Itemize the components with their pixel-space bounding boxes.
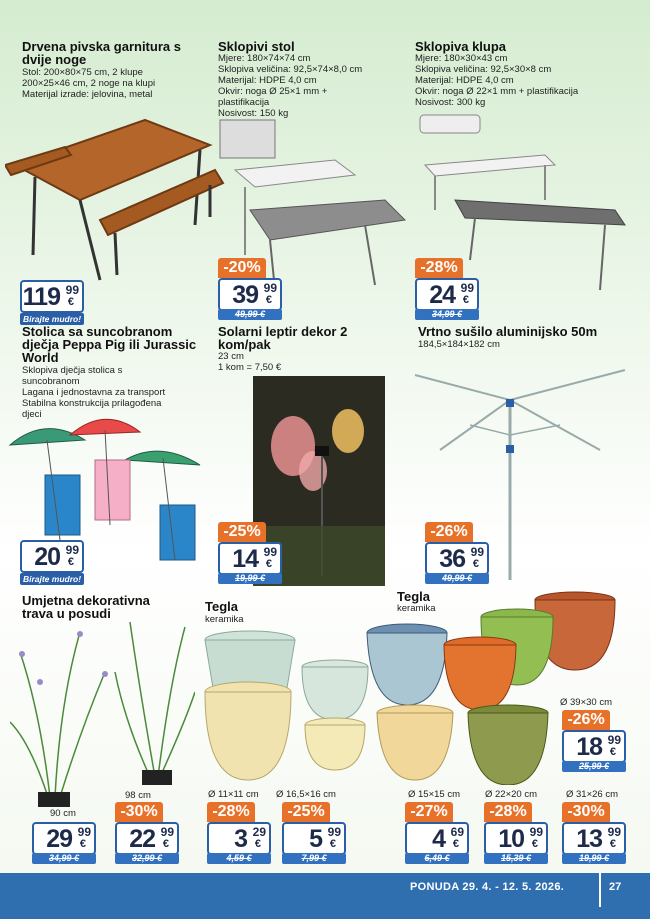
pot-price [207,822,271,855]
pot-price [405,822,469,855]
spec-line: 184,5×184×182 cm [418,339,500,350]
discount-tag: -26% [562,710,610,730]
kids-chair-title: Stolica sa suncobranom dječja Peppa Pig ili Jurassic World [22,324,197,365]
pots-left-image [200,630,375,785]
discount-tag: -27% [405,802,453,822]
spec-line: djeci [22,409,42,420]
price-cents: 99 [470,545,484,559]
price-integer: 5 [309,825,322,853]
page-number: 27 [609,881,622,893]
spec-line: plastifikacija [218,97,270,108]
spec-line: Materijal izrade: jelovina, metal [22,89,153,100]
pot-size: Ø 15×15 cm [408,789,461,800]
spec-line: Nosivost: 300 kg [415,97,486,108]
grass-image [10,612,195,807]
old-price: 15,39 € [484,853,548,864]
footer-divider [599,873,601,907]
pot-size: Ø 11×11 cm [208,789,259,800]
spec-line: Okvir: noga Ø 25×1 mm + [218,86,328,97]
old-price: 6,49 € [405,853,469,864]
price-integer: 4 [432,825,445,853]
spec-line: Materijal: HDPE 4,0 cm [218,75,317,86]
price-integer: 119 [22,283,60,311]
price-cents: 99 [77,825,91,839]
currency: € [472,558,479,570]
spec-line: Lagana i jednostavna za transport [22,387,166,398]
folding-table-price [218,278,282,311]
beer-set-specs [22,67,212,100]
discount-tag: -28% [484,802,532,822]
price-integer: 3 [234,825,247,853]
pot-price [562,730,626,763]
old-price: 49,99 € [425,573,489,584]
pots-right-subtitle: keramika [397,603,436,614]
currency: € [162,838,169,850]
spec-line: 1 kom = 7,50 € [218,362,282,373]
price-cents: 99 [607,825,621,839]
currency: € [67,556,74,568]
grass-title: Umjetna dekorativna trava u posudi [22,593,150,621]
discount-tag: -25% [282,802,330,822]
grass-price-a [32,822,96,855]
price-integer: 24 [429,281,455,309]
currency: € [265,294,272,306]
spec-line: Stabilna konstrukcija prilagođena [22,398,162,409]
spec-line: Mjere: 180×74×74 cm [218,53,311,64]
currency: € [254,838,261,850]
folding-bench-price [415,278,479,311]
old-price: 25,99 € [562,761,626,772]
spec-line: Materijal: HDPE 4,0 cm [415,75,514,86]
currency: € [609,838,616,850]
pot-price [484,822,548,855]
choose-wisely-badge: Birajte mudro! [20,573,84,585]
spec-line: 200×25×46 cm, 2 noge na klupi [22,78,156,89]
price-integer: 10 [498,825,524,853]
discount-tag: -28% [415,258,463,278]
pot-size: Ø 22×20 cm [485,789,538,800]
spec-line: Nosivost: 150 kg [218,108,289,119]
discount-tag: -30% [562,802,610,822]
pots-left-subtitle: keramika [205,614,244,625]
price-integer: 39 [232,281,258,309]
price-integer: 20 [34,543,60,571]
currency: € [67,296,74,308]
pot-price [282,822,346,855]
grass-price-b [115,822,179,855]
currency: € [329,838,336,850]
kids-chair-price [20,540,84,573]
spec-line: Stol: 200×80×75 cm, 2 klupe [22,67,143,78]
clothes-dryer-title: Vrtno sušilo aluminijsko 50m [418,324,598,339]
beer-set-image [5,105,230,295]
currency: € [265,558,272,570]
pot-size: Ø 16,5×16 cm [276,789,336,800]
price-cents: 99 [65,543,79,557]
spec-line: Sklopiva dječja stolica s [22,365,123,376]
discount-tag: -25% [218,522,266,542]
pot-size: Ø 31×26 cm [566,789,619,800]
spec-line: Sklopiva veličina: 92,5×30×8 cm [415,64,552,75]
old-price: 34,99 € [32,853,96,864]
old-price: 19,99 € [562,853,626,864]
spec-line: Sklopiva veličina: 92,5×74×8,0 cm [218,64,363,75]
discount-tag: -30% [115,802,163,822]
old-price: 32,99 € [115,853,179,864]
pot-size: Ø 39×30 cm [560,697,613,708]
pot-price [562,822,626,855]
offer-dates: PONUDA 29. 4. - 12. 5. 2026. [410,881,565,893]
price-integer: 22 [129,825,155,853]
old-price: 4,59 € [207,853,271,864]
price-integer: 13 [576,825,602,853]
price-cents: 99 [263,281,277,295]
old-price: 49,99 € [218,309,282,320]
currency: € [462,294,469,306]
price-integer: 18 [576,733,602,761]
currency: € [609,746,616,758]
price-cents: 99 [65,283,79,297]
price-integer: 14 [232,545,258,573]
clothes-dryer-specs [418,339,500,350]
price-cents: 29 [252,825,266,839]
solar-butterfly-price [218,542,282,575]
old-price: 7,99 € [282,853,346,864]
spec-line: suncobranom [22,376,80,387]
spec-line: Mjere: 180×30×43 cm [415,53,508,64]
currency: € [79,838,86,850]
pots-left-title: Tegla [205,599,238,614]
beer-set-title: Drvena pivska garnitura s dvije noge [22,39,181,67]
currency: € [452,838,459,850]
beer-set-price [20,280,84,313]
price-cents: 69 [450,825,464,839]
clothes-dryer-price [425,542,489,575]
choose-wisely-badge: Birajte mudro! [20,313,84,325]
price-cents: 99 [460,281,474,295]
old-price: 19,99 € [218,573,282,584]
price-cents: 99 [327,825,341,839]
discount-tag: -26% [425,522,473,542]
folding-table-specs [218,53,398,119]
grass-size-b: 98 cm [125,790,151,801]
grass-size-a: 90 cm [50,808,76,819]
old-price: 34,99 € [415,309,479,320]
footer [0,873,650,919]
spec-line: 23 cm [218,351,244,362]
price-cents: 99 [529,825,543,839]
price-cents: 99 [607,733,621,747]
folding-table-title: Sklopivi stol [218,39,295,54]
price-cents: 99 [263,545,277,559]
folding-bench-specs [415,53,615,108]
discount-tag: -20% [218,258,266,278]
price-integer: 36 [439,545,465,573]
currency: € [531,838,538,850]
price-integer: 29 [46,825,72,853]
solar-butterfly-title: Solarni leptir dekor 2 kom/pak [218,324,348,352]
folding-bench-title: Sklopiva klupa [415,39,507,54]
discount-tag: -28% [207,802,255,822]
pots-right-title: Tegla [397,589,430,604]
solar-butterfly-specs [218,351,388,373]
spec-line: Okvir: noga Ø 22×1 mm + plastifikacija [415,86,579,97]
price-cents: 99 [160,825,174,839]
